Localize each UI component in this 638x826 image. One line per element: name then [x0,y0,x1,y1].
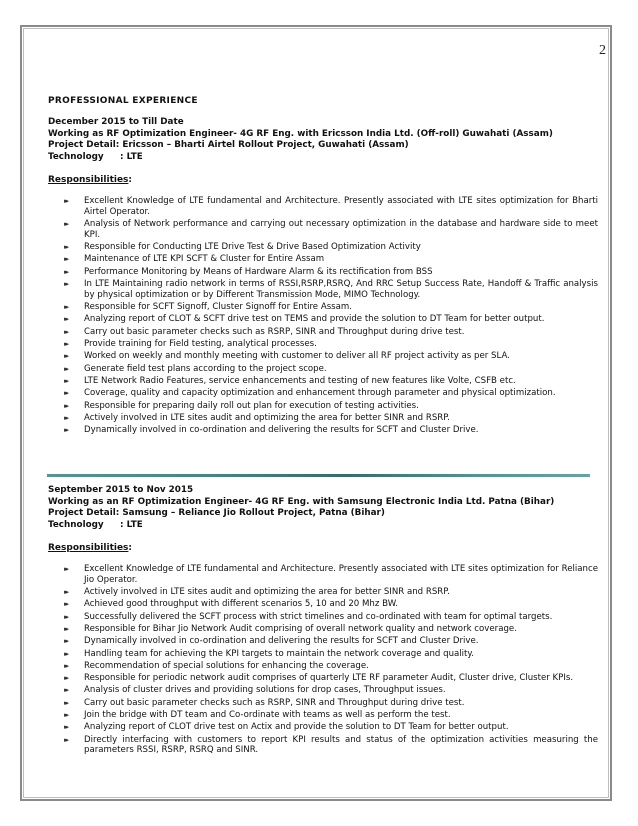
double-arrowhead-bullet-icon: ▸▸ [64,243,68,252]
double-arrowhead-bullet-icon: ▸▸ [64,637,68,646]
responsibilities-heading: Responsibilities: [48,175,133,185]
double-arrowhead-bullet-icon: ▸▸ [64,220,68,229]
responsibility-text: Generate field test plans according to the project scope. [84,363,327,374]
responsibility-text: Handling team for achieving the KPI targets to maintain the network coverage and quality. [84,648,475,659]
double-arrowhead-bullet-icon: ▸▸ [64,674,68,683]
responsibility-text: LTE Network Radio Features, service enhancements and testing of new features like Volte, CSFB etc. [84,375,516,386]
job-section-1 [48,96,598,437]
responsibility-text: Actively involved in LTE sites audit and optimizing the area for better SINR and RSRP. [84,412,450,423]
responsibility-item [48,242,598,253]
responsibility-text: Achieved good throughput with different scenarios 5, 10 and 20 Mhz BW. [84,599,398,610]
double-arrowhead-bullet-icon: ▸▸ [64,401,68,410]
responsibility-item [48,327,598,338]
responsibility-list [48,196,598,436]
job-period: December 2015 to Till Date [48,117,184,127]
responsibility-text: Analyzing report of CLOT drive test on Actix and provide the solution to DT Team for better output. [84,722,509,733]
double-arrowhead-bullet-icon: ▸▸ [64,413,68,422]
double-arrowhead-bullet-icon: ▸▸ [64,315,68,324]
responsibility-item [48,196,598,218]
responsibility-item [48,364,598,375]
responsibility-item [48,388,598,399]
double-arrowhead-bullet-icon: ▸▸ [64,376,68,385]
double-arrowhead-bullet-icon: ▸▸ [64,600,68,609]
double-arrowhead-bullet-icon: ▸▸ [64,698,68,707]
responsibility-item [48,219,598,241]
responsibility-text: Analysis of cluster drives and providing solutions for drop cases, Throughput issues. [84,685,446,696]
section-divider [47,474,590,477]
double-arrowhead-bullet-icon: ▸▸ [64,280,68,289]
responsibility-item [48,698,598,709]
responsibility-text: Actively involved in LTE sites audit and optimizing the area for better SINR and RSRP. [84,587,450,598]
double-arrowhead-bullet-icon: ▸▸ [64,661,68,670]
responsibility-item [48,267,598,278]
technology-label: Technology [48,519,104,530]
responsibility-text: Coverage, quality and capacity optimization and enhancement through parameter and physical optimization. [84,388,556,399]
double-arrowhead-bullet-icon: ▸▸ [64,197,68,205]
responsibility-item [48,735,598,757]
responsibility-item [48,661,598,672]
responsibility-item [48,339,598,350]
responsibility-text: Excellent Knowledge of LTE fundamental and Architecture. Presently associated with LTE sites optimization for Reliance Jio Operator. [84,564,598,585]
responsibility-item [48,376,598,387]
job-project: Project Detail: Ericsson – Bharti Airtel Rollout Project, Guwahati (Assam) [48,140,409,150]
job-technology [48,152,598,164]
responsibility-text: Maintenance of LTE KPI SCFT & Cluster for Entire Assam [84,254,325,265]
responsibility-text: In LTE Maintaining radio network in terms of RSSI,RSRP,RSRQ, And RRC Setup Success Rate, Handoff & Traffic analysis by physical optimization or by Different Transmission Mode, MIMO Technology. [84,279,598,300]
responsibility-text: Dynamically involved in co-ordination and delivering the results for SCFT and Cluster Drive. [84,636,479,647]
responsibility-item [48,612,598,623]
job-role: Working as an RF Optimization Engineer- 4G RF Eng. with Samsung Electronic India Ltd. Patna (Bihar) [48,496,555,507]
responsibility-text: Dynamically involved in co-ordination and delivering the results for SCFT and Cluster Drive. [84,425,479,436]
responsibility-text: Provide training for Field testing, analytical processes. [84,339,317,350]
page-number: 2 [599,43,606,58]
responsibility-list [48,564,598,756]
double-arrowhead-bullet-icon: ▸▸ [64,565,68,573]
double-arrowhead-bullet-icon: ▸▸ [64,389,68,398]
responsibility-text: Responsible for preparing daily roll out plan for execution of testing activities. [84,400,419,411]
responsibility-item [48,279,598,301]
responsibility-text: Responsible for Conducting LTE Drive Test & Drive Based Optimization Activity [84,242,421,253]
responsibility-text: Analysis of Network performance and carrying out necessary optimization in the database and hardware side to meet KPI. [84,219,598,240]
double-arrowhead-bullet-icon: ▸▸ [64,723,68,732]
double-arrowhead-bullet-icon: ▸▸ [64,364,68,373]
double-arrowhead-bullet-icon: ▸▸ [64,327,68,336]
responsibility-text: Directly interfacing with customers to report KPI results and status of the optimization activities measuring the parameters RSSI, RSRP, RSRQ and SINR. [84,734,598,756]
responsibility-item [48,649,598,660]
double-arrowhead-bullet-icon: ▸▸ [64,426,68,435]
job-technology [48,520,598,532]
double-arrowhead-bullet-icon: ▸▸ [64,340,68,349]
responsibility-text: Analyzing report of CLOT & SCFT drive test on TEMS and provide the solution to DT Team for better output. [84,314,545,325]
double-arrowhead-bullet-icon: ▸▸ [64,255,68,264]
job-section-2 [48,485,598,758]
responsibility-item [48,564,598,586]
responsibility-item [48,599,598,610]
double-arrowhead-bullet-icon: ▸▸ [64,711,68,720]
responsibility-text: Excellent Knowledge of LTE fundamental and Architecture. Presently associated with LTE sites optimization for Bharti Airtel Operator. [84,196,598,217]
responsibility-text: Recommendation of special solutions for enhancing the coverage. [84,660,369,671]
responsibility-item [48,636,598,647]
technology-label: Technology [48,151,104,162]
responsibility-text: Responsible for Bihar Jio Network Audit comprising of overall network quality and network coverage. [84,623,517,634]
double-arrowhead-bullet-icon: ▸▸ [64,612,68,621]
responsibility-item [48,302,598,313]
double-arrowhead-bullet-icon: ▸▸ [64,624,68,633]
responsibility-text: Carry out basic parameter checks such as RSRP, SINR and Throughput during drive test. [84,326,465,337]
responsibilities-heading: Responsibilities: [48,543,133,553]
responsibility-text: Performance Monitoring by Means of Hardware Alarm & its rectification from BSS [84,266,433,277]
double-arrowhead-bullet-icon: ▸▸ [64,588,68,597]
double-arrowhead-bullet-icon: ▸▸ [64,686,68,695]
responsibility-item [48,254,598,265]
double-arrowhead-bullet-icon: ▸▸ [64,352,68,361]
technology-value: : LTE [120,519,143,530]
double-arrowhead-bullet-icon: ▸▸ [64,267,68,276]
job-project: Project Detail: Samsung – Reliance Jio Rollout Project, Patna (Bihar) [48,508,385,518]
section-title: PROFESSIONAL EXPERIENCE [48,96,198,106]
responsibility-text: Carry out basic parameter checks such as RSRP, SINR and Throughput during drive test. [84,697,465,708]
responsibility-text: Worked on weekly and monthly meeting with customer to deliver all RF project activity as per SLA. [84,351,510,362]
job-period: September 2015 to Nov 2015 [48,485,194,495]
double-arrowhead-bullet-icon: ▸▸ [64,649,68,658]
responsibility-item [48,314,598,325]
responsibility-item [48,587,598,598]
responsibility-item [48,351,598,362]
responsibility-item [48,413,598,424]
responsibility-text: Responsible for periodic network audit comprises of quarterly LTE RF parameter Audit, Cluster drive, Cluster KPIs. [84,673,574,684]
responsibility-item [48,685,598,696]
responsibility-item [48,401,598,412]
responsibility-text: Successfully delivered the SCFT process with strict timelines and co-ordinated with team for optimal targets. [84,611,553,622]
responsibility-item [48,624,598,635]
double-arrowhead-bullet-icon: ▸▸ [64,735,68,744]
double-arrowhead-bullet-icon: ▸▸ [64,303,68,312]
technology-value: : LTE [120,151,143,162]
responsibility-item [48,710,598,721]
responsibility-text: Responsible for SCFT Signoff, Cluster Signoff for Entire Assam. [84,302,353,313]
job-role: Working as RF Optimization Engineer- 4G RF Eng. with Ericsson India Ltd. (Off-roll) Guwahati (Assam) [48,128,553,139]
responsibility-item [48,673,598,684]
responsibility-text: Join the bridge with DT team and Co-ordinate with teams as well as perform the test. [84,710,451,721]
responsibility-item [48,425,598,436]
responsibility-item [48,722,598,733]
